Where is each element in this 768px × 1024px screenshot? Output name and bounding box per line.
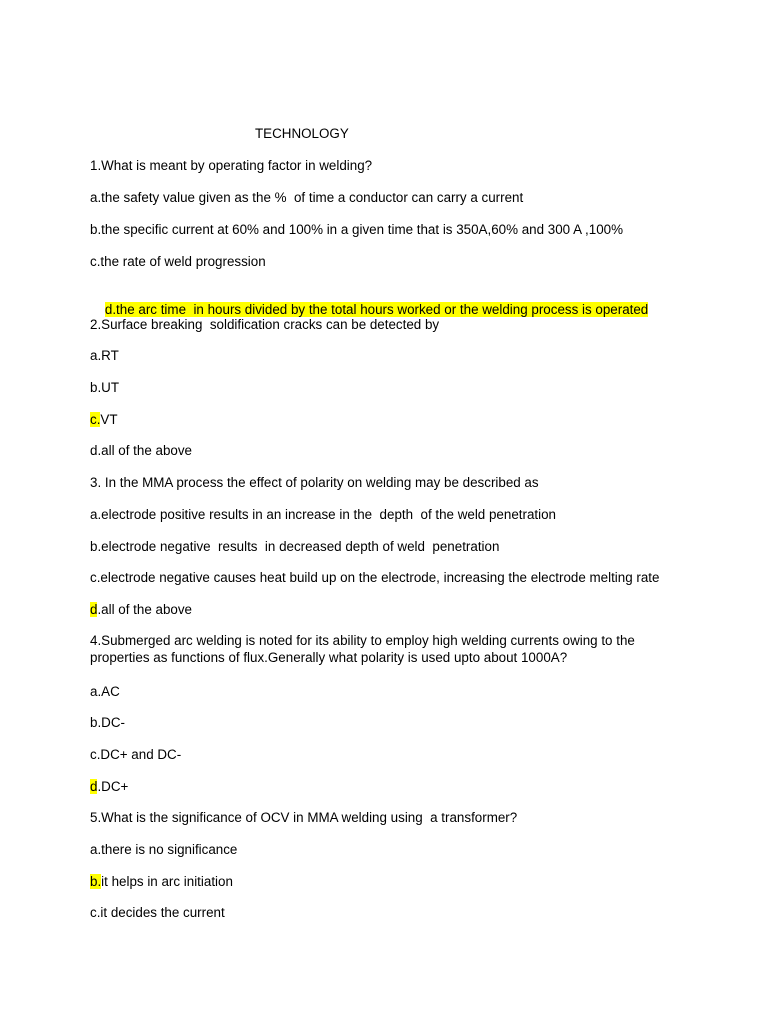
question-2-option-d: d.all of the above (90, 443, 192, 458)
question-5-option-c: c.it decides the current (90, 905, 225, 920)
option-text: .all of the above (97, 602, 192, 617)
question-1-option-a: a.the safety value given as the % of time a conductor can carry a current (90, 190, 524, 205)
question-5-option-b-answer (90, 873, 233, 890)
question-4-option-b: b.DC- (90, 715, 125, 730)
question-4-stem: 4.Submerged arc welding is noted for its ability to employ high welding currents owing to the properties as functions of flux.Generally what polarity is used upto about 1000A? (90, 633, 635, 665)
answer-highlight: d.the arc time in hours divided by the total hours worked or the welding process is operated (104, 302, 649, 317)
answer-marker: c. (90, 412, 101, 427)
question-2-option-a: a.RT (90, 348, 119, 363)
question-1-option-b: b.the specific current at 60% and 100% in a given time that is 350A,60% and 300 A ,100% (90, 222, 623, 237)
question-4-option-c: c.DC+ and DC- (90, 747, 182, 762)
answer-marker: d (90, 779, 98, 794)
question-3-option-d-answer (90, 601, 192, 618)
option-text: VT (100, 412, 118, 427)
question-5-option-a: a.there is no significance (90, 842, 238, 857)
question-2-option-c-answer (90, 411, 118, 428)
question-3-option-b: b.electrode negative results in decreased depth of weld penetration (90, 539, 500, 554)
question-3-option-a: a.electrode positive results in an increase in the depth of the weld penetration (90, 507, 556, 522)
question-3-stem: 3. In the MMA process the effect of polarity on welding may be described as (90, 475, 539, 490)
question-3-option-c: c.electrode negative causes heat build up on the electrode, increasing the electrode melting rate (90, 570, 660, 585)
question-4-option-a: a.AC (90, 684, 120, 699)
question-2-stem: 2.Surface breaking soldification cracks can be detected by (90, 317, 440, 332)
answer-marker: d (90, 602, 98, 617)
option-text: .DC+ (97, 779, 129, 794)
option-text: it helps in arc initiation (101, 874, 233, 889)
page-title: TECHNOLOGY (255, 126, 349, 141)
question-5-stem: 5.What is the significance of OCV in MMA welding using a transformer? (90, 810, 518, 825)
question-2-option-b: b.UT (90, 380, 120, 395)
question-1-option-c: c.the rate of weld progression (90, 254, 266, 269)
question-1-stem: 1.What is meant by operating factor in welding? (90, 158, 373, 173)
answer-marker: b. (90, 874, 102, 889)
question-4-option-d-answer (90, 778, 128, 795)
